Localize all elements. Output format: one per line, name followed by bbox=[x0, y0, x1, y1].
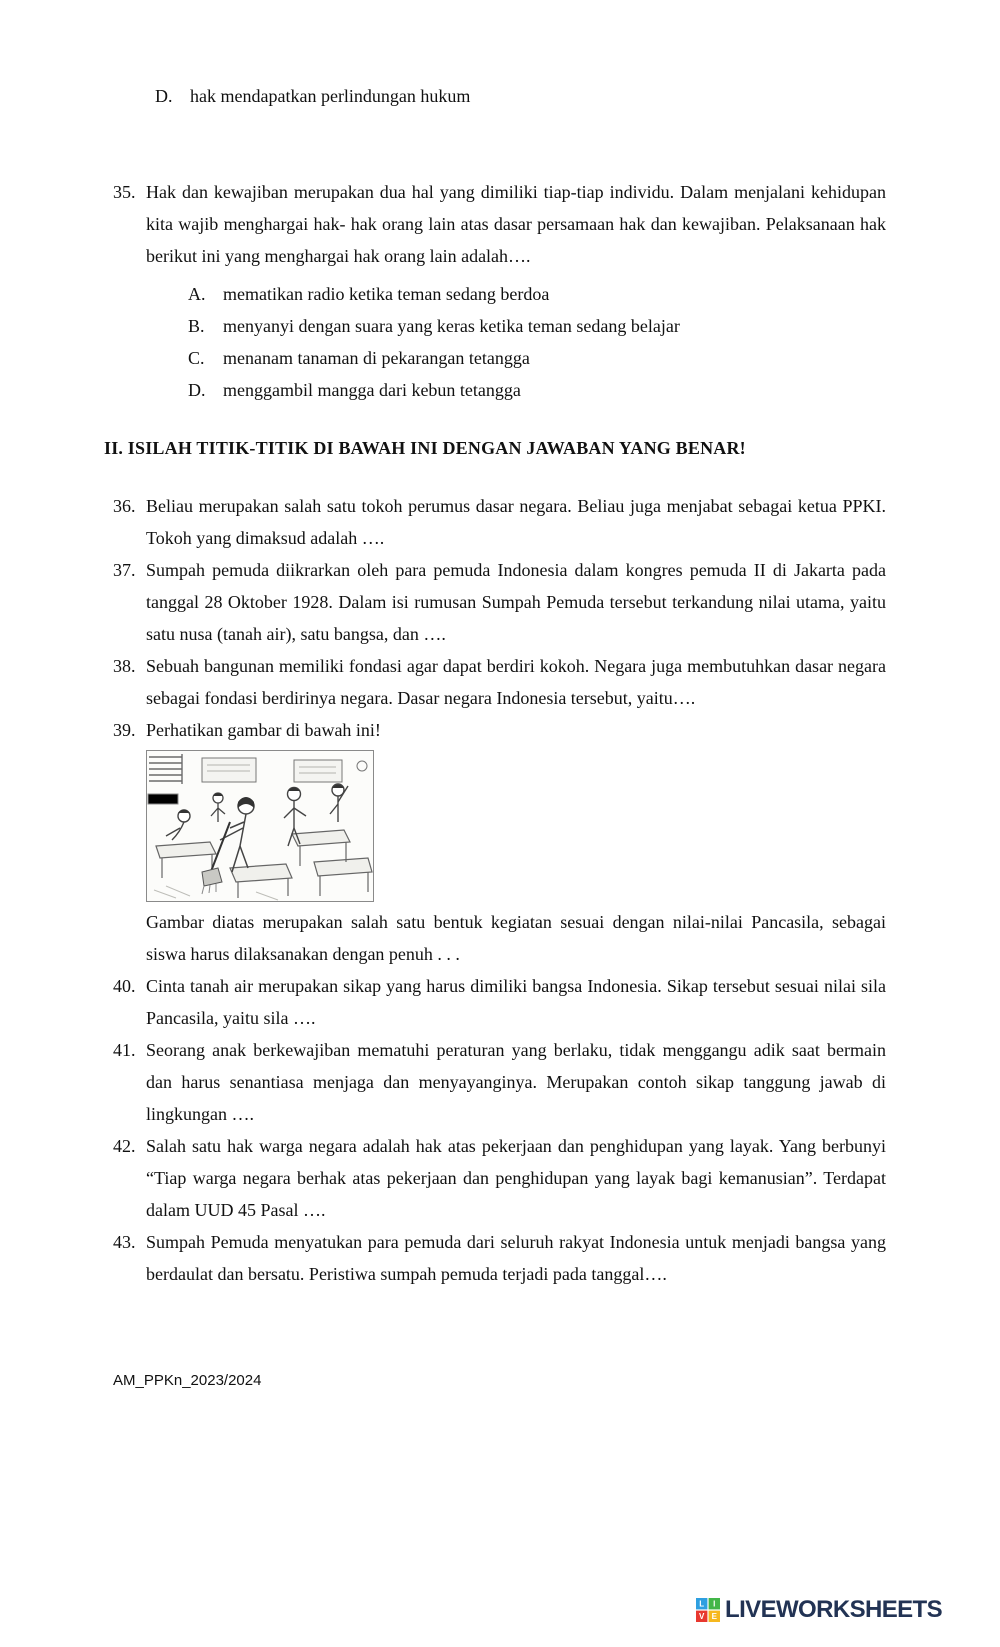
question-text: Cinta tanah air merupakan sikap yang harus dimiliki bangsa Indonesia. Sikap tersebut sesuai nilai sila Pancasila, yaitu sila …. bbox=[146, 976, 886, 1028]
question-number: 39. bbox=[113, 720, 136, 740]
question-text: Perhatikan gambar di bawah ini! bbox=[146, 720, 381, 740]
question-39 bbox=[113, 714, 886, 970]
liveworksheets-logo-icon bbox=[696, 1598, 720, 1622]
question-text: Sumpah pemuda diikrarkan oleh para pemuda Indonesia dalam kongres pemuda II di Jakarta pada tanggal 28 Oktober 1928. Dalam isi rumusan Sumpah Pemuda tersebut terkandung nilai utama, yaitu satu nusa (tanah air), satu bangsa, dan …. bbox=[146, 560, 886, 644]
question-43 bbox=[113, 1226, 886, 1290]
carryover-option-d bbox=[113, 80, 886, 112]
question-caption: Gambar diatas merupakan salah satu bentuk kegiatan sesuai dengan nilai-nilai Pancasila, sebagai siswa harus dilaksanakan dengan penuh . . . bbox=[146, 912, 886, 964]
question-36 bbox=[113, 490, 886, 554]
liveworksheets-branding[interactable] bbox=[696, 1596, 942, 1624]
worksheet-content bbox=[104, 80, 886, 1290]
option-label: A. bbox=[188, 284, 206, 304]
svg-text:I: I bbox=[713, 1599, 716, 1609]
options-list bbox=[146, 278, 886, 406]
question-text: Seorang anak berkewajiban mematuhi peraturan yang berlaku, tidak menggangu adik saat bermain dan harus senantiasa menjaga dan menyayanginya. Merupakan contoh sikap tanggung jawab di lingkungan …. bbox=[146, 1040, 886, 1124]
option-d bbox=[146, 374, 886, 406]
option-label: D. bbox=[155, 86, 173, 106]
svg-text:V: V bbox=[699, 1612, 705, 1622]
option-text: menyanyi dengan suara yang keras ketika teman sedang belajar bbox=[223, 316, 680, 336]
option-label: C. bbox=[188, 348, 205, 368]
option-text: menggambil mangga dari kebun tetangga bbox=[223, 380, 521, 400]
question-35 bbox=[113, 176, 886, 406]
question-text: Beliau merupakan salah satu tokoh perumus dasar negara. Beliau juga menjabat sebagai ketua PPKI. Tokoh yang dimaksud adalah …. bbox=[146, 496, 886, 548]
question-41 bbox=[113, 1034, 886, 1130]
question-number: 42. bbox=[113, 1136, 136, 1156]
question-number: 40. bbox=[113, 976, 136, 996]
question-number: 35. bbox=[113, 182, 136, 202]
question-number: 36. bbox=[113, 496, 136, 516]
option-text: hak mendapatkan perlindungan hukum bbox=[190, 86, 471, 106]
svg-text:L: L bbox=[699, 1599, 705, 1609]
option-text: mematikan radio ketika teman sedang berdoa bbox=[223, 284, 550, 304]
question-37 bbox=[113, 554, 886, 650]
question-text: Sebuah bangunan memiliki fondasi agar dapat berdiri kokoh. Negara juga membutuhkan dasar negara sebagai fondasi berdirinya negara. Dasar negara Indonesia tersebut, yaitu…. bbox=[146, 656, 886, 708]
option-label: B. bbox=[188, 316, 205, 336]
question-40 bbox=[113, 970, 886, 1034]
question-number: 41. bbox=[113, 1040, 136, 1060]
section-ii-heading: II. ISILAH TITIK-TITIK DI BAWAH INI DENGAN JAWABAN YANG BENAR! bbox=[104, 438, 746, 458]
svg-text:E: E bbox=[711, 1612, 718, 1622]
option-c bbox=[146, 342, 886, 374]
option-b bbox=[146, 310, 886, 342]
classroom-cleaning-illustration bbox=[146, 750, 374, 902]
option-label: D. bbox=[188, 380, 206, 400]
question-text: Hak dan kewajiban merupakan dua hal yang dimiliki tiap-tiap individu. Dalam menjalani kehidupan kita wajib menghargai hak- hak orang lain atas dasar persamaan hak dan kewajiban. Pelaksanaan hak berikut ini yang menghargai hak orang lain adalah…. bbox=[146, 182, 886, 266]
option-text: menanam tanaman di pekarangan tetangga bbox=[223, 348, 530, 368]
classroom-cleaning-image bbox=[146, 750, 374, 902]
footer-code: AM_PPKn_2023/2024 bbox=[113, 1372, 262, 1389]
question-number: 38. bbox=[113, 656, 136, 676]
question-38 bbox=[113, 650, 886, 714]
question-text: Salah satu hak warga negara adalah hak atas pekerjaan dan penghidupan yang layak. Yang berbunyi “Tiap warga negara berhak atas pekerjaan dan penghidupan yang layak bagi kemanusian”. Terdapat dalam UUD 45 Pasal …. bbox=[146, 1136, 886, 1220]
option-a bbox=[146, 278, 886, 310]
question-number: 37. bbox=[113, 560, 136, 580]
question-number: 43. bbox=[113, 1232, 136, 1252]
question-text: Sumpah Pemuda menyatukan para pemuda dari seluruh rakyat Indonesia untuk menjadi bangsa yang berdaulat dan bersatu. Peristiwa sumpah pemuda terjadi pada tanggal…. bbox=[146, 1232, 886, 1284]
question-42 bbox=[113, 1130, 886, 1226]
liveworksheets-wordmark: LIVEWORKSHEETS bbox=[725, 1596, 942, 1623]
